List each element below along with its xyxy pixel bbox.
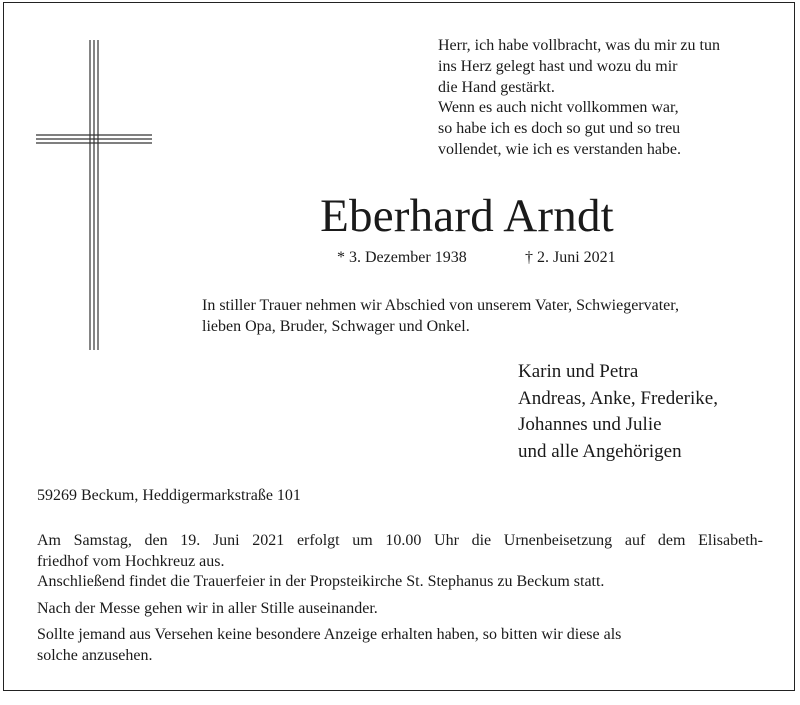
deceased-name: Eberhard Arndt xyxy=(320,190,614,242)
family-signatures xyxy=(518,359,718,465)
death-date: † 2. Juni 2021 xyxy=(525,249,616,266)
notice-line: Anschließend findet die Trauerfeier in der Propsteikirche St. Stephanus zu Beckum statt. xyxy=(37,573,605,590)
intro-line: lieben Opa, Bruder, Schwager und Onkel. xyxy=(202,317,470,335)
mourning-intro xyxy=(202,296,679,337)
funeral-notice xyxy=(37,531,763,666)
notice-line: Sollte jemand aus Versehen keine besondere Anzeige erhalten haben, so bitten wir diese als xyxy=(37,626,622,643)
family-line: und alle Angehörigen xyxy=(518,440,682,462)
poem-line: Herr, ich habe vollbracht, was du mir zu tun xyxy=(438,37,720,54)
family-line: Andreas, Anke, Frederike, xyxy=(518,387,718,409)
birth-date: * 3. Dezember 1938 xyxy=(337,249,467,266)
poem-line: die Hand gestärkt. xyxy=(438,78,555,96)
poem-line: so habe ich es doch so gut und so treu xyxy=(438,120,681,138)
notice-line: Am Samstag, den 19. Juni 2021 erfolgt um 10.00 Uhr die Urnenbeisetzung auf dem Elisabeth- xyxy=(37,532,763,549)
intro-line: In stiller Trauer nehmen wir Abschied von unserem Vater, Schwiegervater, xyxy=(202,297,679,314)
poem-line: vollendet, wie ich es verstanden habe. xyxy=(438,140,682,158)
poem-line: Wenn es auch nicht vollkommen war, xyxy=(438,99,679,117)
family-line: Johannes und Julie xyxy=(518,414,662,435)
notice-line: solche anzusehen. xyxy=(37,646,153,664)
notice-line: Nach der Messe gehen wir in aller Stille auseinander. xyxy=(37,599,378,617)
family-address: 59269 Beckum, Heddigermarkstraße 101 xyxy=(37,487,301,504)
notice-line: friedhof vom Hochkreuz aus. xyxy=(37,552,225,570)
poem-line: ins Herz gelegt hast und wozu du mir xyxy=(438,57,678,75)
family-line: Karin und Petra xyxy=(518,361,639,382)
poem xyxy=(438,36,720,161)
